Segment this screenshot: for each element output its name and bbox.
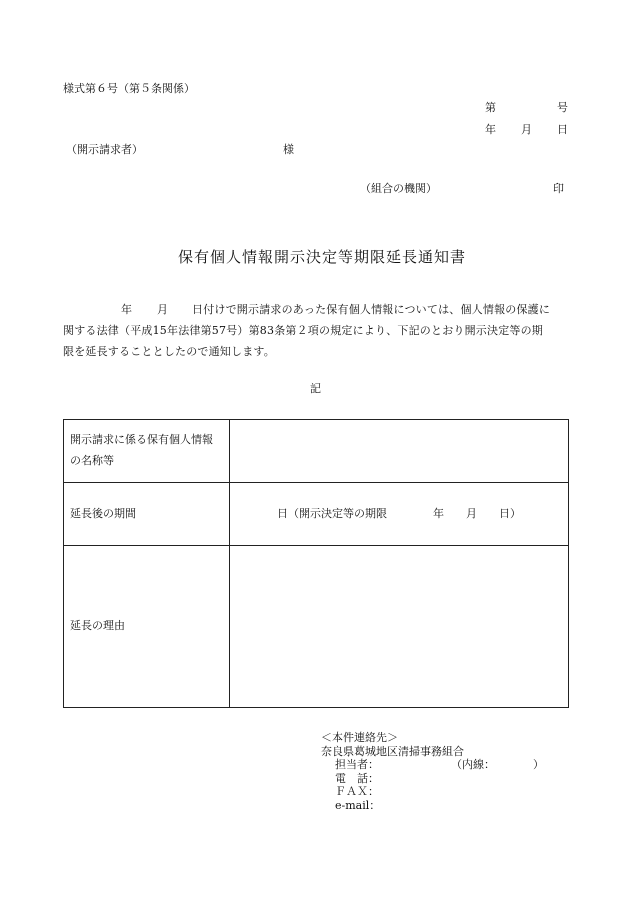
info-table xyxy=(63,419,569,708)
contact-fax-label: ＦＡＸ： xyxy=(335,785,379,798)
contact-extension-label: （内線： xyxy=(451,758,495,771)
contact-email-label: e-mail： xyxy=(335,798,381,812)
body-line-2: 関する法律（平成15年法律第57号）第83条第２項の規定により、下記のとおり開示決定等の期 xyxy=(63,324,543,337)
date-day: 日 xyxy=(557,123,568,136)
doc-number-dai: 第 xyxy=(485,101,496,114)
body-line-1: 日付けで開示請求のあった保有個人情報については、個人情報の保護に xyxy=(192,303,551,316)
ki-heading: 記 xyxy=(310,382,321,395)
body-line-3: 限を延長することとしたので通知します。 xyxy=(63,345,275,358)
contact-org: 奈良県葛城地区清掃事務組合 xyxy=(321,744,464,758)
date-year: 年 xyxy=(485,123,496,136)
row-period-label: 延長後の期間 xyxy=(64,483,230,546)
row-name-label-line2: の名称等 xyxy=(70,454,114,467)
period-year: 年 xyxy=(433,506,444,520)
row-name-label xyxy=(64,420,230,483)
doc-number-go: 号 xyxy=(557,101,568,114)
row-name-label-line1: 開示請求に係る保有個人情報 xyxy=(70,433,213,447)
document-title: 保有個人情報開示決定等期限延長通知書 xyxy=(178,248,467,266)
contact-phone-label: 電 話： xyxy=(335,771,379,785)
row-reason-label: 延長の理由 xyxy=(64,546,230,708)
requester-label: （開示請求者） xyxy=(66,143,143,156)
contact-person-row xyxy=(321,758,544,772)
table-row-name xyxy=(64,420,569,483)
date-month: 月 xyxy=(521,123,532,136)
contact-extension-close: ） xyxy=(533,758,544,771)
seal-mark: 印 xyxy=(553,182,564,195)
row-name-value xyxy=(230,420,569,483)
form-number: 様式第６号（第５条関係） xyxy=(63,82,195,95)
table-row-period xyxy=(64,483,569,546)
contact-heading: ＜本件連絡先＞ xyxy=(321,731,398,744)
period-day-prefix: 日（開示決定等の期限 xyxy=(277,506,387,520)
table-row-reason xyxy=(64,546,569,708)
period-day-suffix: 日） xyxy=(499,506,521,520)
body-year: 年 xyxy=(121,303,133,316)
contact-person-label: 担当者： xyxy=(335,758,379,771)
row-reason-value xyxy=(230,546,569,708)
body-month: 月 xyxy=(157,303,169,316)
period-month: 月 xyxy=(466,506,477,520)
issuer-label: （組合の機関） xyxy=(360,182,437,195)
contact-block xyxy=(321,731,544,812)
requester-suffix: 様 xyxy=(283,143,294,156)
row-period-value xyxy=(230,483,569,546)
